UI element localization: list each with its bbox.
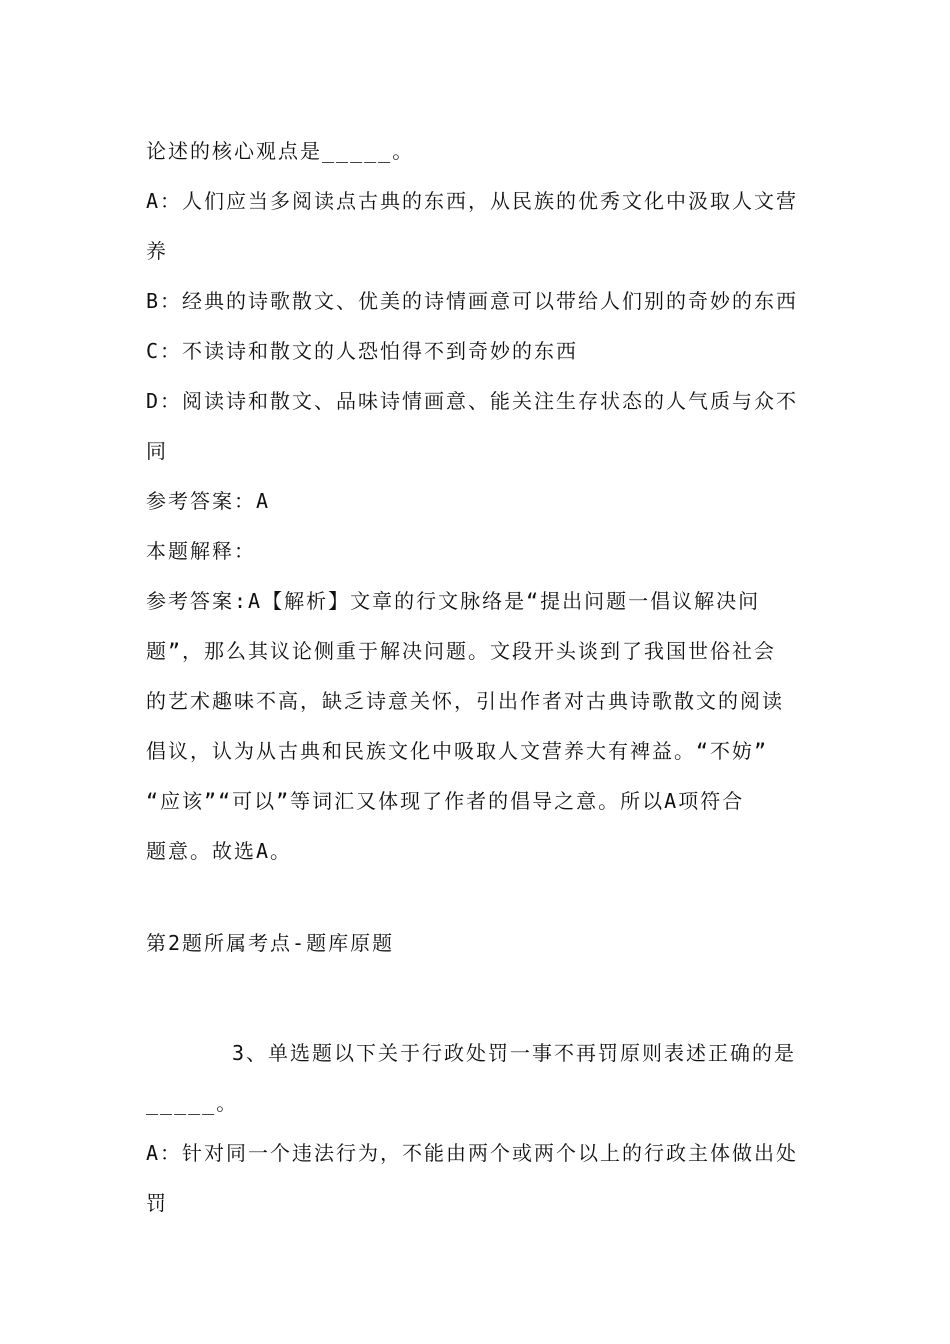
q2-stem-tail: 论述的核心观点是_____。 [146,139,415,163]
q2-explain-heading: 本题解释： [146,539,256,563]
q2-explain-line: 倡议，认为从古典和民族文化中吸取人文营养大有裨益。“不妨” [146,739,769,763]
q2-option-d-line1: D：阅读诗和散文、品味诗情画意、能关注生存状态的人气质与众不 [146,389,799,413]
q2-explain-line: 的艺术趣味不高，缺乏诗意关怀，引出作者对古典诗歌散文的阅读 [146,689,784,713]
document-body [146,126,806,1228]
q2-explain-line: 题意。故选A。 [146,839,293,863]
q2-option-c: C：不读诗和散文的人恐怕得不到奇妙的东西 [146,339,579,363]
q2-answer: 参考答案：A [146,489,271,513]
q2-option-d-line2: 同 [146,439,168,463]
q3-option-a-line1: A：针对同一个违法行为，不能由两个或两个以上的行政主体做出处 [146,1141,799,1165]
q3-option-a-line2: 罚 [146,1191,168,1215]
q2-explain-line: “应该”“可以”等词汇又体现了作者的倡导之意。所以A项符合 [146,789,745,813]
section-spacer [146,876,806,918]
q3-stem-line2: _____。 [146,1091,239,1115]
q3-stem-line1: 3、单选题以下关于行政处罚一事不再罚原则表述正确的是 [232,1041,797,1065]
q2-option-b: B：经典的诗歌散文、优美的诗情画意可以带给人们别的奇妙的东西 [146,289,799,313]
q2-explain-line: 题”，那么其议论侧重于解决问题。文段开头谈到了我国世俗社会 [146,639,777,663]
q2-explain-line: 参考答案:A【解析】文章的行文脉络是“提出问题一倡议解决问 [146,589,761,613]
q2-knowledge-point: 第2题所属考点-题库原题 [146,931,395,955]
section-spacer [146,968,806,1028]
q2-option-a-line2: 养 [146,239,168,263]
q2-option-a-line1: A：人们应当多阅读点古典的东西，从民族的优秀文化中汲取人文营 [146,189,799,213]
